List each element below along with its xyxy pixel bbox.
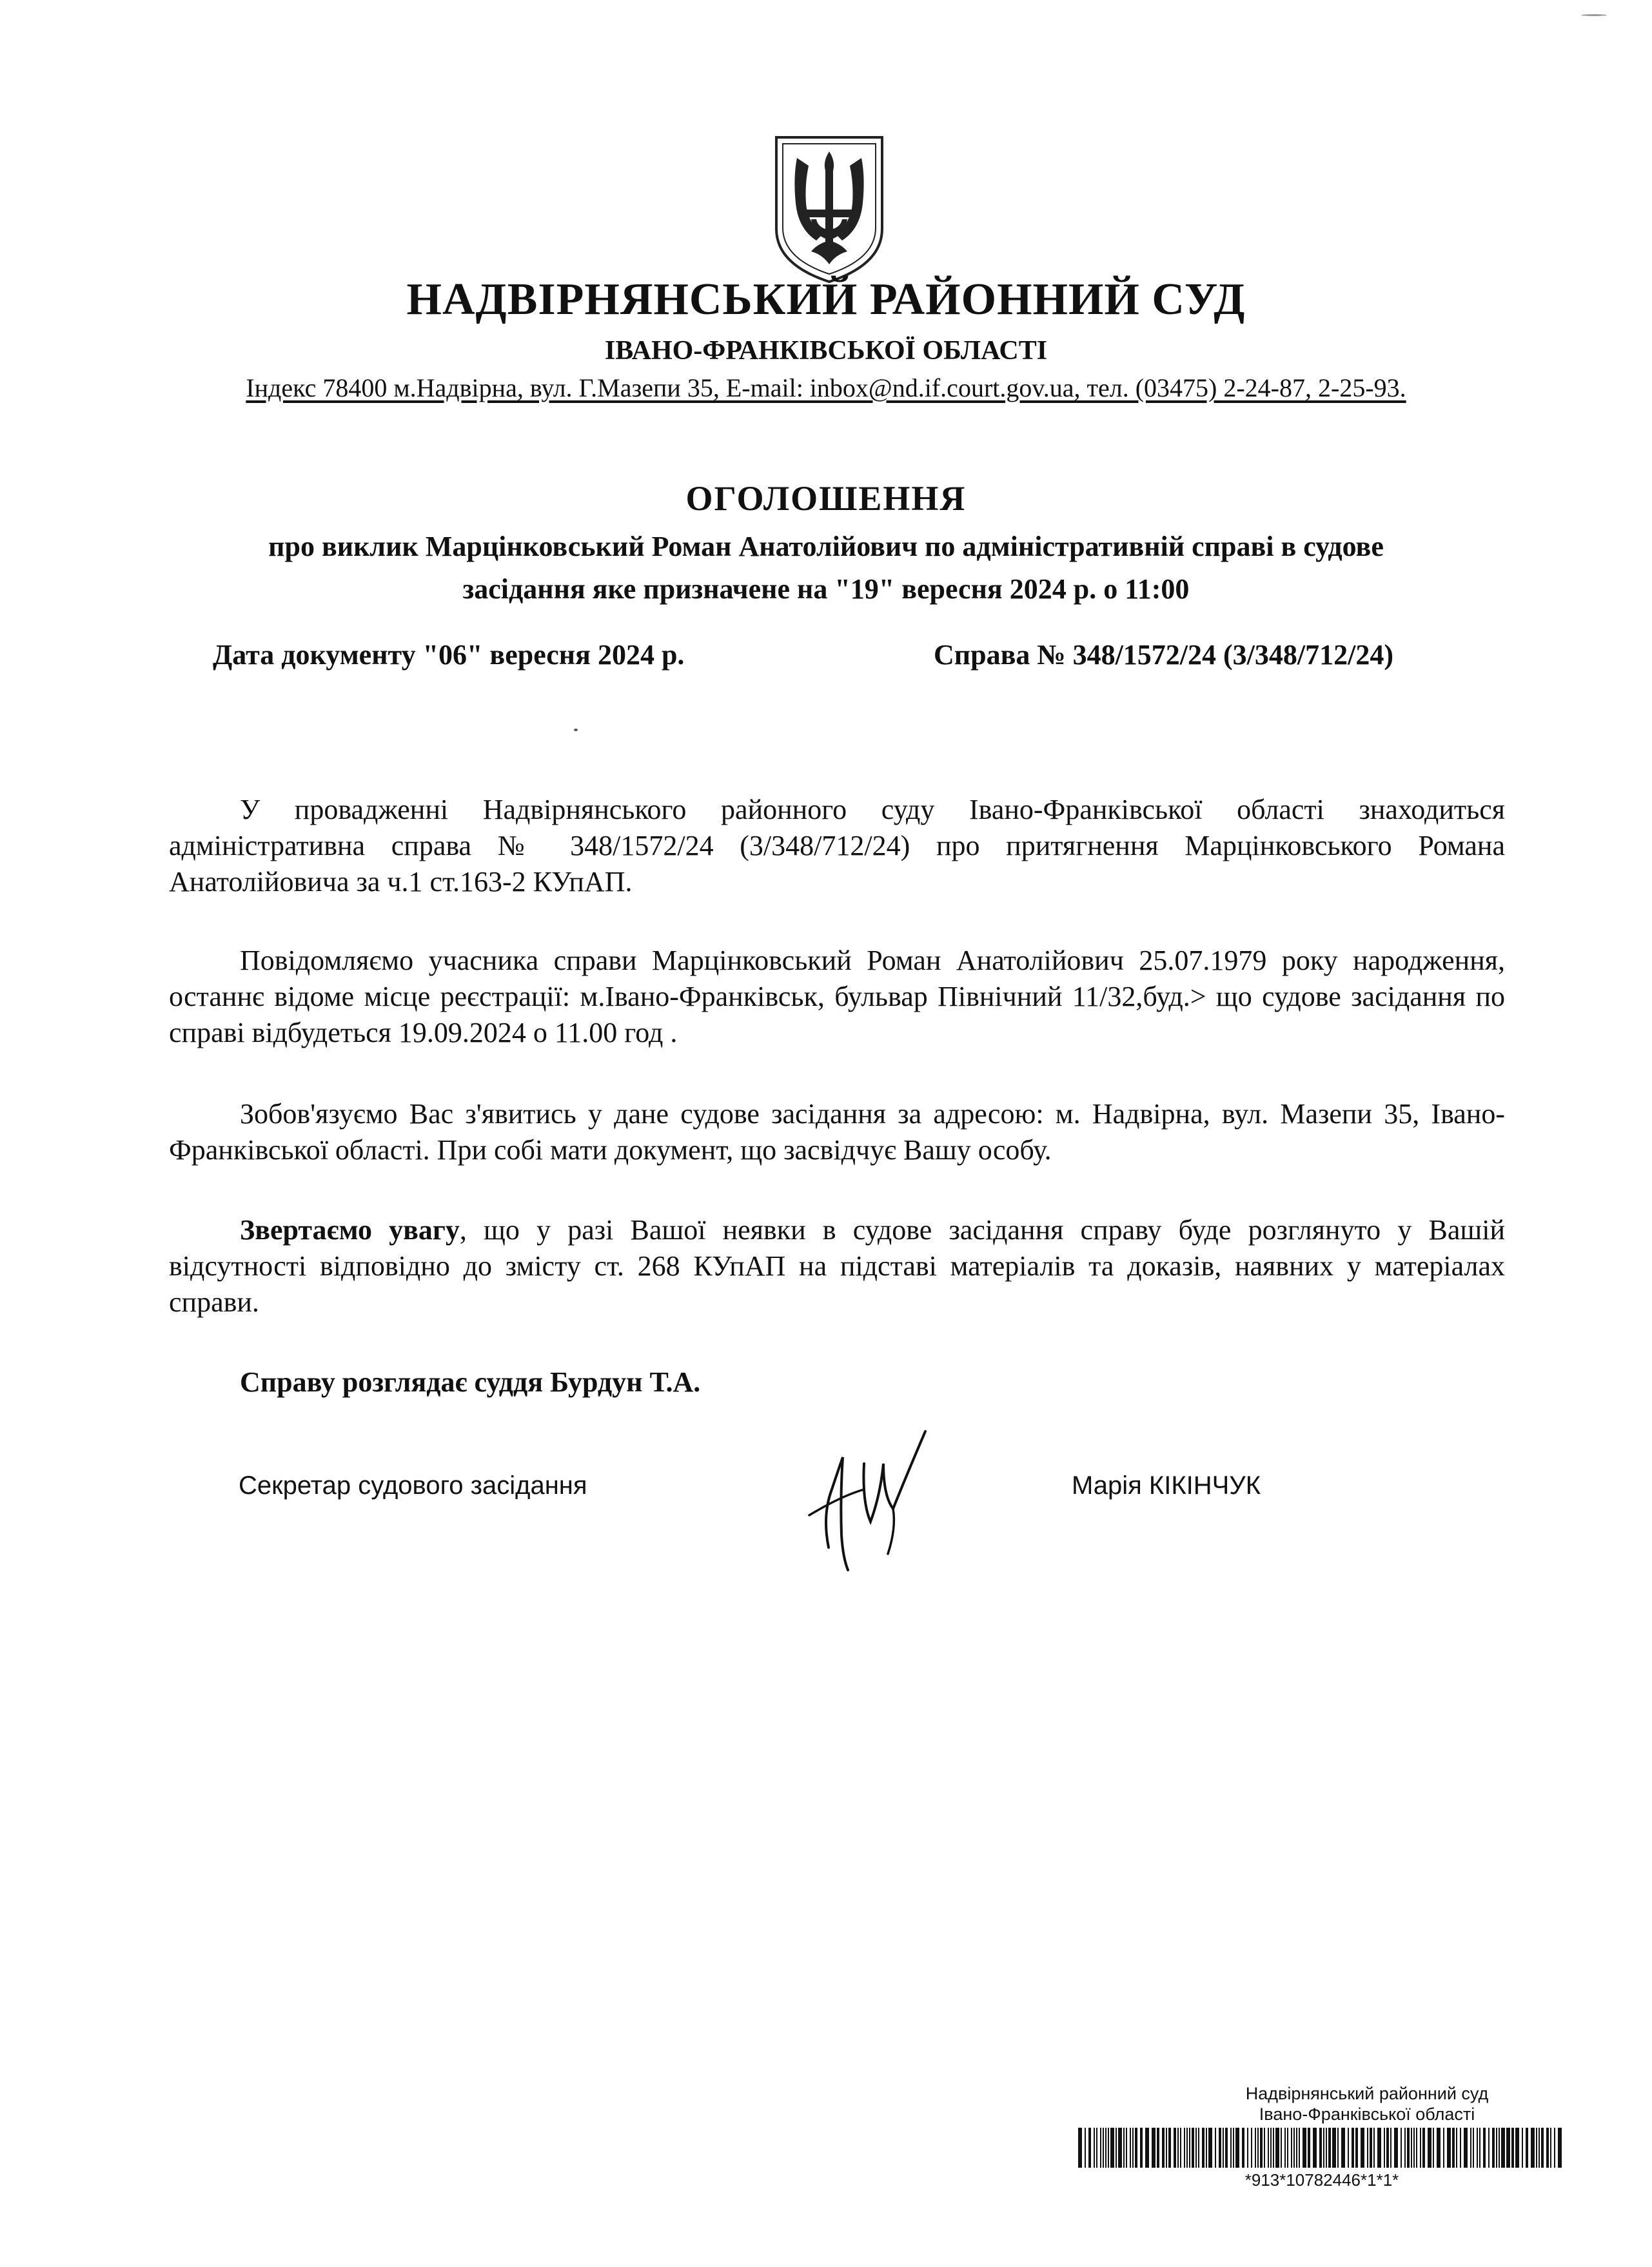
barcode-bar <box>1287 2128 1288 2168</box>
barcode-bar <box>1332 2128 1336 2168</box>
registry-barcode <box>1078 2128 1563 2168</box>
court-region: ІВАНО-ФРАНКІВСЬКОЇ ОБЛАСТІ <box>604 336 1048 366</box>
barcode-bar <box>1168 2128 1171 2168</box>
barcode-bar <box>1192 2128 1194 2168</box>
barcode-bar <box>1422 2128 1425 2168</box>
barcode-bar <box>1273 2128 1274 2168</box>
barcode-bar <box>1281 2128 1282 2168</box>
barcode-bar <box>1452 2128 1455 2168</box>
barcode-bar <box>1215 2128 1216 2168</box>
barcode-bar <box>1242 2128 1244 2168</box>
barcode-bar <box>1174 2128 1176 2168</box>
barcode-bar <box>1386 2128 1389 2168</box>
barcode-bar <box>1105 2128 1106 2168</box>
barcode-bar <box>1308 2128 1310 2168</box>
barcode-bar <box>1326 2128 1327 2168</box>
barcode-bar <box>1390 2128 1391 2168</box>
barcode-bar <box>1407 2128 1410 2168</box>
barcode-bar <box>1367 2128 1368 2168</box>
barcode-bar <box>1470 2128 1471 2168</box>
document-date: Дата документу "06" вересня 2024 р. <box>213 639 685 671</box>
secretary-name: Марія КІКІНЧУК <box>1072 1471 1261 1500</box>
barcode-bar <box>1096 2128 1097 2168</box>
barcode-bar <box>1116 2128 1117 2168</box>
barcode-bar <box>1460 2128 1461 2168</box>
barcode-bar <box>1483 2128 1486 2168</box>
paragraph-warning <box>169 1212 1505 1320</box>
announcement-subtitle <box>0 525 1652 611</box>
barcode-bar <box>1094 2128 1095 2168</box>
announcement-title: ОГОЛОШЕННЯ <box>685 479 967 518</box>
barcode-bar <box>1473 2128 1474 2168</box>
barcode-number: *913*10782446*1*1* <box>1244 2170 1399 2190</box>
barcode-bar <box>1352 2128 1354 2168</box>
barcode-bar <box>1130 2128 1131 2168</box>
barcode-bar <box>1488 2128 1490 2168</box>
barcode-bar <box>1206 2128 1207 2168</box>
court-name: НАДВІРНЯНСЬКИЙ РАЙОННИЙ СУД <box>406 275 1246 324</box>
barcode-bar <box>1428 2128 1431 2168</box>
barcode-bar <box>1348 2128 1349 2168</box>
barcode-bar <box>1251 2128 1252 2168</box>
case-number: Справа № 348/1572/24 (3/348/712/24) <box>934 639 1394 671</box>
barcode-bar <box>1198 2128 1199 2168</box>
barcode-bar <box>1110 2128 1114 2168</box>
barcode-bar <box>1233 2128 1234 2168</box>
barcode-bar <box>1293 2128 1295 2168</box>
barcode-bar <box>1541 2128 1544 2168</box>
barcode-bar <box>1103 2128 1104 2168</box>
barcode-bar <box>1501 2128 1505 2168</box>
barcode-bar <box>1496 2128 1497 2168</box>
barcode-bar <box>1123 2128 1125 2168</box>
barcode-bar <box>1355 2128 1358 2168</box>
barcode-bar <box>1323 2128 1324 2168</box>
barcode-bar <box>1208 2128 1212 2168</box>
barcode-bar <box>1341 2128 1345 2168</box>
barcode-bar <box>1370 2128 1372 2168</box>
barcode-bar <box>1225 2128 1228 2168</box>
barcode-bar <box>1420 2128 1421 2168</box>
paragraph-proceedings: У провадженні Надвірнянського районного суду Івано-Франківської області знаходиться адміністративна справа № 348/1572/24 (3/348/712/24) про притягнення Марцінковського Романа Анатолійовича за ч.1 ст.163-2 КУпАП. <box>169 794 1505 898</box>
barcode-bar <box>1180 2128 1181 2168</box>
barcode-bar <box>1477 2128 1478 2168</box>
barcode-bar <box>1219 2128 1221 2168</box>
barcode-bar <box>1522 2128 1523 2168</box>
barcode-bar <box>1384 2128 1385 2168</box>
barcode-bar <box>1100 2128 1101 2168</box>
barcode-bar <box>1526 2128 1528 2168</box>
barcode-bar <box>1177 2128 1179 2168</box>
barcode-bar <box>1299 2128 1300 2168</box>
barcode-bar <box>1506 2128 1510 2168</box>
barcode-bar <box>1401 2128 1402 2168</box>
barcode-bar <box>1268 2128 1269 2168</box>
paragraph-notification: Повідомляємо учасника справи Марцінковський Роман Анатолійович 25.07.1979 року народження, останнє відоме місце реєстрації: м.Івано-Франківськ, бульвар Північний 11/32,буд.> що судове засідання по справі відбудеться 19.09.2024 о 11.00 год . <box>169 945 1505 1048</box>
barcode-bar <box>1157 2128 1159 2168</box>
barcode-bar <box>1140 2128 1143 2168</box>
warning-emphasis: Звертаємо увагу <box>240 1214 460 1246</box>
barcode-bar <box>1328 2128 1331 2168</box>
warning-text: , що у разі Вашої неявки в судове засідання справу буде розглянуто у Вашій відсутності відповідно до змісту ст. 268 КУпАП на підставі матеріалів та доказів, наявних у матеріалах справи. <box>169 1214 1506 1318</box>
barcode-bar <box>1255 2128 1256 2168</box>
barcode-bar <box>1135 2128 1137 2168</box>
barcode-bar <box>1235 2128 1239 2168</box>
barcode-bar <box>1257 2128 1259 2168</box>
barcode-bar <box>1377 2128 1381 2168</box>
barcode-bar <box>1416 2128 1417 2168</box>
barcode-bar <box>1162 2128 1165 2168</box>
barcode-bar <box>1189 2128 1190 2168</box>
barcode-bar <box>1361 2128 1364 2168</box>
barcode-bar <box>1319 2128 1322 2168</box>
barcode-bar <box>1078 2128 1082 2168</box>
barcode-bar <box>1313 2128 1317 2168</box>
barcode-bar <box>1443 2128 1444 2168</box>
barcode-bar <box>1337 2128 1339 2168</box>
barcode-bar <box>1511 2128 1514 2168</box>
trident-coat-of-arms-icon <box>771 132 887 287</box>
barcode-bar <box>1433 2128 1434 2168</box>
registry-stamp-line-2: Івано-Франківської області <box>1259 2105 1475 2124</box>
barcode-bar <box>1447 2128 1451 2168</box>
barcode-bar <box>1184 2128 1185 2168</box>
registry-stamp-line-1: Надвірнянський районний суд <box>1245 2084 1489 2103</box>
scan-speck <box>1581 14 1607 16</box>
barcode-bar <box>1166 2128 1167 2168</box>
barcode-bar <box>1085 2128 1086 2168</box>
barcode-bar <box>1373 2128 1375 2168</box>
barcode-bar <box>1464 2128 1468 2168</box>
court-address: Індекс 78400 м.Надвірна, вул. Г.Мазепи 35, E-mail: inbox@nd.if.court.gov.ua, тел. (03475) 2-24-87, 2-25-93. <box>246 373 1406 402</box>
barcode-bar <box>1558 2128 1562 2168</box>
barcode-bar <box>1296 2128 1297 2168</box>
barcode-bar <box>1536 2128 1537 2168</box>
barcode-bar <box>1152 2128 1155 2168</box>
barcode-bar <box>1531 2128 1535 2168</box>
barcode-bar <box>1108 2128 1109 2168</box>
barcode-bar <box>1492 2128 1495 2168</box>
barcode-bar <box>1145 2128 1149 2168</box>
barcode-bar <box>1247 2128 1248 2168</box>
barcode-bar <box>1539 2128 1540 2168</box>
barcode-bar <box>1195 2128 1197 2168</box>
barcode-bar <box>1456 2128 1457 2168</box>
barcode-bar <box>1550 2128 1551 2168</box>
barcode-bar <box>1126 2128 1127 2168</box>
barcode-bar <box>1291 2128 1292 2168</box>
barcode-bar <box>1284 2128 1286 2168</box>
scan-speck <box>574 729 578 731</box>
barcode-bar <box>1132 2128 1134 2168</box>
barcode-bar <box>1260 2128 1263 2168</box>
barcode-bar <box>1479 2128 1480 2168</box>
handwritten-signature <box>803 1418 945 1580</box>
barcode-bar <box>1404 2128 1406 2168</box>
announcement-subtitle-line-1: про виклик Марцінковський Роман Анатолійович по адміністративній справі в судове <box>268 531 1384 562</box>
barcode-bar <box>1202 2128 1205 2168</box>
barcode-bar <box>1437 2128 1441 2168</box>
barcode-bar <box>1230 2128 1232 2168</box>
barcode-bar <box>1411 2128 1412 2168</box>
paragraph-obligation: Зобов'язуємо Вас з'явитись у дане судове засідання за адресою: м. Надвірна, вул. Мазепи 35, Івано-Франківської області. При собі мати документ, що засвідчує Вашу особу. <box>169 1098 1505 1166</box>
barcode-bar <box>1088 2128 1091 2168</box>
barcode-bar <box>1554 2128 1555 2168</box>
announcement-subtitle-line-2: засідання яке призначене на "19" вересня 2024 р. о 11:00 <box>462 573 1190 605</box>
barcode-bar <box>1264 2128 1265 2168</box>
barcode-bar <box>1499 2128 1500 2168</box>
barcode-bar <box>1546 2128 1549 2168</box>
secretary-title: Секретар судового засідання <box>239 1471 587 1500</box>
barcode-bar <box>1270 2128 1272 2168</box>
barcode-bar <box>1515 2128 1519 2168</box>
barcode-bar <box>1223 2128 1224 2168</box>
barcode-bar <box>1394 2128 1398 2168</box>
barcode-bar <box>1275 2128 1279 2168</box>
barcode-bar <box>1413 2128 1415 2168</box>
barcode-bar <box>1303 2128 1306 2168</box>
presiding-judge: Справу розглядає суддя Бурдун Т.А. <box>240 1366 701 1398</box>
barcode-bar <box>1186 2128 1188 2168</box>
barcode-bar <box>1118 2128 1122 2168</box>
